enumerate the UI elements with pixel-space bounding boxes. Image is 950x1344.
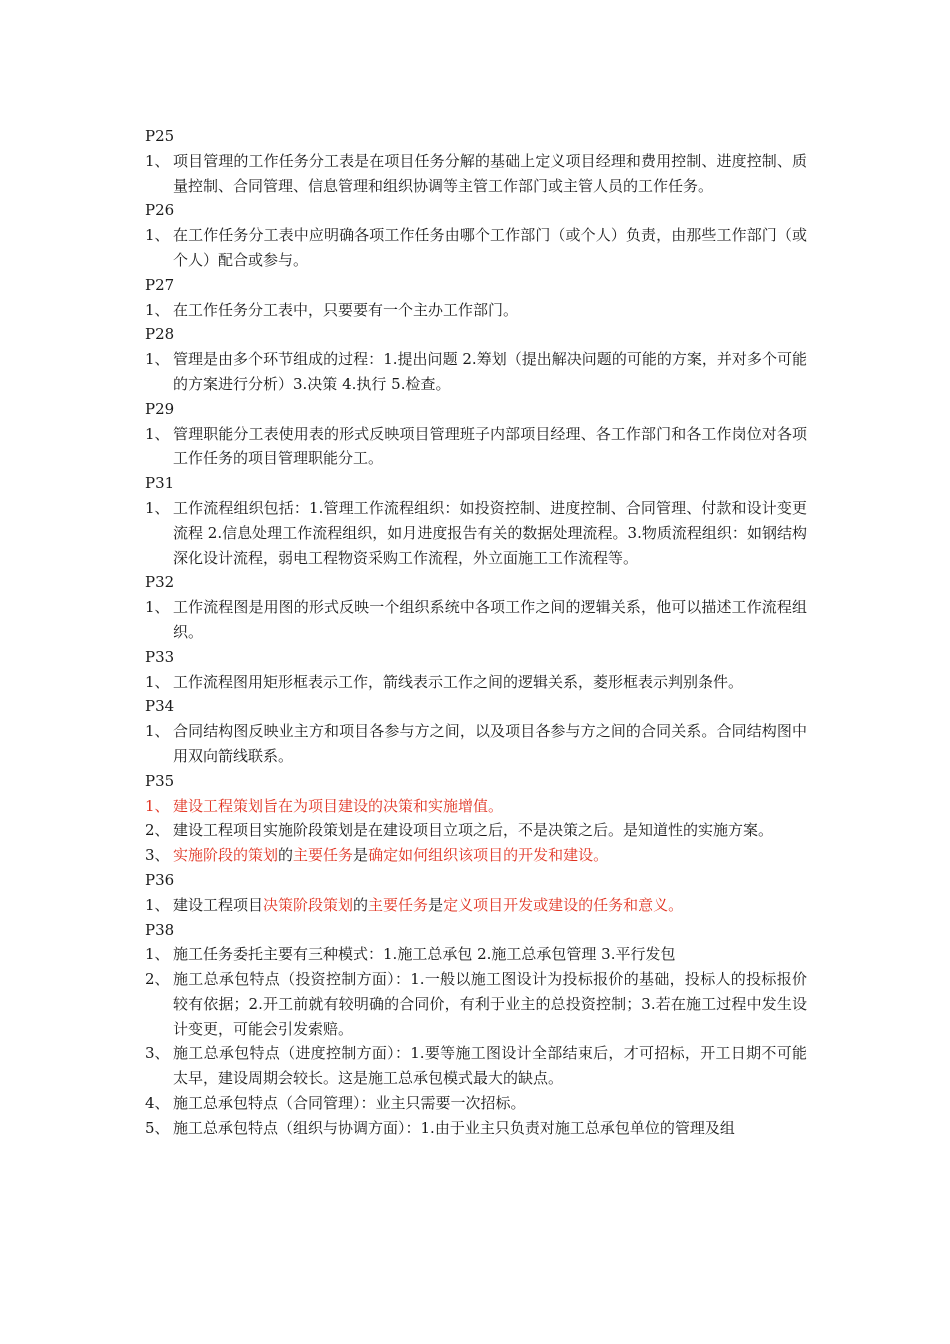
item-number: 1、	[145, 672, 170, 691]
text-run: 施工总承包特点（合同管理）：业主只需要一次招标。	[173, 1094, 526, 1113]
list-item	[145, 893, 807, 918]
highlighted-text: 定义项目开发或建设的任务和意义。	[443, 895, 684, 914]
item-number: 4、	[145, 1094, 170, 1113]
page-ref-heading: P32	[145, 573, 175, 592]
item-text	[173, 347, 807, 397]
page-ref-heading: P27	[145, 275, 175, 294]
item-number: 1、	[145, 945, 170, 964]
list-item	[145, 347, 807, 397]
list-item	[145, 595, 807, 645]
text-run: 管理职能分工表使用表的形式反映项目管理班子内部项目经理、各工作部门和各工作岗位对各项工作任务的项目管理职能分工。	[173, 424, 807, 468]
list-item	[145, 818, 807, 843]
text-run: 在工作任务分工表中应明确各项工作任务由哪个工作部门（或个人）负责，由那些工作部门（或个人）配合或参与。	[173, 226, 807, 269]
text-run: 建设工程项目实施阶段策划是在建设项目立项之后，不是决策之后。是知道性的实施方案。	[173, 821, 774, 840]
item-number: 1、	[145, 424, 170, 443]
item-number: 2、	[145, 821, 170, 840]
item-text	[173, 967, 807, 1041]
item-text	[173, 719, 807, 769]
page-ref-heading: P26	[145, 201, 175, 220]
list-item	[145, 967, 807, 1041]
page-ref-heading: P28	[145, 325, 175, 344]
page-ref-heading: P36	[145, 870, 175, 889]
highlighted-text: 实施阶段的策划	[173, 846, 279, 865]
text-run: 项目管理的工作任务分工表是在项目任务分解的基础上定义项目经理和费用控制、进度控制、质量控制、合同管理、信息管理和组织协调等主管工作部门或主管人员的工作任务。	[173, 151, 807, 195]
text-run: 工作流程图是用图的形式反映一个组织系统中各项工作之间的逻辑关系，他可以描述工作流程组织。	[173, 598, 807, 641]
item-text	[173, 794, 807, 819]
highlighted-text: 主要任务	[368, 895, 429, 914]
item-text	[173, 595, 807, 645]
document-body	[145, 124, 807, 1141]
item-number: 1、	[145, 796, 170, 815]
page-ref-heading: P34	[145, 697, 175, 716]
text-run: 的	[353, 895, 369, 914]
highlighted-text: 确定如何组织该项目的开发和建设。	[368, 846, 609, 865]
list-item	[145, 719, 807, 769]
text-run: 是	[353, 846, 369, 865]
item-text	[173, 942, 807, 967]
list-item	[145, 942, 807, 967]
list-item	[145, 149, 807, 199]
item-number: 1、	[145, 598, 170, 617]
text-run: 的	[278, 846, 294, 865]
list-item	[145, 223, 807, 273]
text-run: 管理是由多个环节组成的过程：1.提出问题 2.筹划（提出解决问题的可能的方案，并对多个可能的方案进行分析）3.决策 4.执行 5.检查。	[173, 350, 807, 393]
list-item	[145, 843, 807, 868]
item-text	[173, 893, 807, 918]
text-run: 工作流程组织包括：1.管理工作流程组织：如投资控制、进度控制、合同管理、付款和设计变更流程 2.信息处理工作流程组织，如月进度报告有关的数据处理流程。3.物质流程组织：如钢结构深化设计流程，弱电工程物资采购工作流程，外立面施工工作流程等。	[173, 498, 807, 567]
list-item	[145, 496, 807, 570]
item-text	[173, 149, 807, 199]
item-text	[173, 818, 807, 843]
page-ref-heading: P29	[145, 399, 175, 418]
list-item	[145, 794, 807, 819]
item-text	[173, 843, 807, 868]
text-run: 施工任务委托主要有三种模式：1.施工总承包 2.施工总承包管理 3.平行发包	[173, 945, 676, 964]
list-item	[145, 1041, 807, 1091]
item-number: 1、	[145, 722, 170, 741]
list-item	[145, 670, 807, 695]
page-ref-heading: P31	[145, 474, 175, 493]
text-run: 建设工程项目	[173, 895, 264, 914]
item-text	[173, 1091, 807, 1116]
item-text	[173, 298, 807, 323]
page-ref-heading: P38	[145, 920, 175, 939]
item-number: 5、	[145, 1118, 170, 1137]
text-run: 是	[428, 895, 444, 914]
highlighted-text: 建设工程策划旨在为项目建设的决策和实施增值。	[173, 796, 504, 815]
text-run: 施工总承包特点（投资控制方面）：1.一般以施工图设计为投标报价的基础，投标人的投标报价较有依据；2.开工前就有较明确的合同价，有利于业主的总投资控制；3.若在施工过程中发生设计变更，可能会引发索赔。	[173, 970, 807, 1038]
item-number: 1、	[145, 498, 170, 517]
highlighted-text: 主要任务	[293, 846, 354, 865]
item-number: 3、	[145, 846, 170, 865]
item-text	[173, 422, 807, 472]
highlighted-text: 决策阶段策划	[263, 895, 354, 914]
page-ref-heading: P25	[145, 127, 175, 145]
item-number: 1、	[145, 350, 170, 369]
item-number: 1、	[145, 226, 170, 245]
item-text	[173, 670, 807, 695]
item-number: 1、	[145, 300, 170, 319]
text-run: 工作流程图用矩形框表示工作，箭线表示工作之间的逻辑关系，菱形框表示判别条件。	[173, 672, 744, 691]
item-number: 2、	[145, 970, 170, 989]
text-run: 在工作任务分工表中，只要要有一个主办工作部门。	[173, 300, 519, 319]
text-run: 施工总承包特点（组织与协调方面）：1.由于业主只负责对施工总承包单位的管理及组	[173, 1118, 735, 1137]
list-item	[145, 422, 807, 472]
item-text	[173, 223, 807, 273]
page-ref-heading: P35	[145, 771, 175, 790]
text-run: 合同结构图反映业主方和项目各参与方之间，以及项目各参与方之间的合同关系。合同结构图中用双向箭线联系。	[173, 722, 807, 765]
item-text	[173, 1116, 807, 1141]
list-item	[145, 1116, 807, 1141]
list-item	[145, 298, 807, 323]
item-text	[173, 496, 807, 570]
item-number: 1、	[145, 895, 170, 914]
item-number: 1、	[145, 151, 170, 170]
list-item	[145, 1091, 807, 1116]
text-run: 施工总承包特点（进度控制方面）：1.要等施工图设计全部结束后，才可招标，开工日期不可能太早，建设周期会较长。这是施工总承包模式最大的缺点。	[173, 1044, 807, 1088]
item-number: 3、	[145, 1044, 170, 1063]
page-ref-heading: P33	[145, 647, 175, 666]
item-text	[173, 1041, 807, 1091]
